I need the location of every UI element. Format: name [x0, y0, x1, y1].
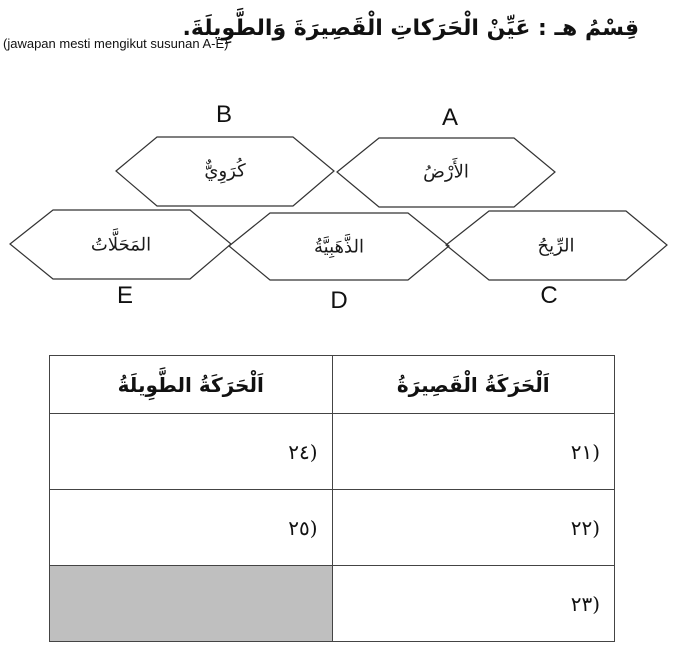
answer-cell-22[interactable]: (٢٢ — [332, 490, 615, 566]
header-short-vowel: اَلْحَرَكَةُ الْقَصِيرَةُ — [332, 356, 615, 414]
hexagon-letter-c: C — [540, 282, 558, 309]
question-title: قِسْمُ هـ : عَيِّنْ الْحَرَكاتِ الْقَصِيرَةَ وَالطَّوِيلَةَ. — [182, 16, 639, 41]
hexagon-word-a: الأَرْضُ — [423, 161, 469, 183]
hexagon-word-e: المَحَلَّاتُ — [90, 234, 152, 256]
answer-table — [49, 355, 615, 642]
hexagon-word-b: كُرَوِيٌّ — [204, 160, 246, 182]
hexagon-letter-d: D — [330, 287, 348, 314]
hexagon-letter-b: B — [215, 101, 233, 128]
instruction-note: (jawapan mesti mengikut susunan A-E) — [3, 36, 229, 51]
header-long-vowel: اَلْحَرَكَةُ الطَّوِيلَةُ — [50, 356, 333, 414]
answer-cell-24[interactable]: (٢٤ — [50, 414, 333, 490]
table-header-row — [50, 356, 615, 414]
hexagon-letter-a: A — [441, 104, 459, 131]
shaded-empty-cell — [50, 566, 333, 642]
hexagon-letter-e: E — [116, 282, 134, 309]
hexagon-word-c: الرِّيحُ — [537, 235, 575, 257]
answer-cell-25[interactable]: (٢٥ — [50, 490, 333, 566]
table-row — [50, 490, 615, 566]
hexagon-diagram — [0, 0, 677, 320]
answer-cell-23[interactable]: (٢٣ — [332, 566, 615, 642]
table-row — [50, 566, 615, 642]
answer-cell-21[interactable]: (٢١ — [332, 414, 615, 490]
table-row — [50, 414, 615, 490]
hexagon-word-d: الذَّهَبِيَّةُ — [314, 236, 364, 258]
